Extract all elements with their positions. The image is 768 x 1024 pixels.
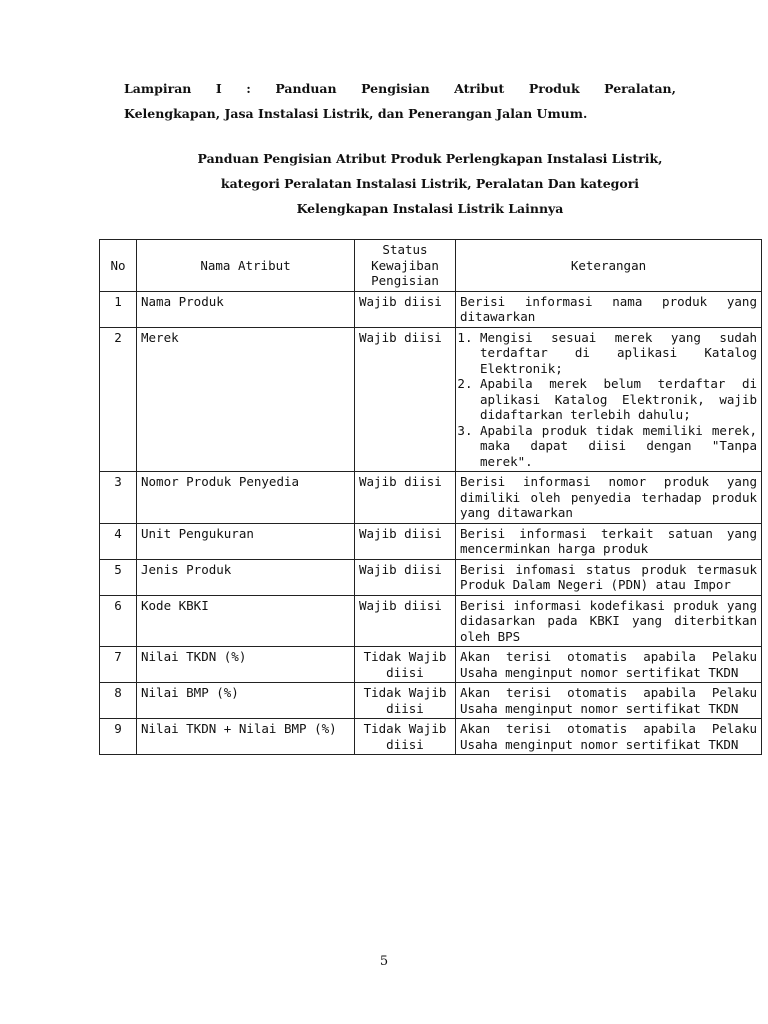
table-row bbox=[100, 595, 762, 647]
keterangan-cell: Berisi informasi nomor produk yang dimiliki oleh penyedia terhadap produk yang ditawarkan bbox=[456, 472, 762, 524]
table-row bbox=[100, 523, 762, 559]
guide-title-line-3: Kelengkapan Instalasi Listrik Lainnya bbox=[296, 201, 564, 216]
table-row bbox=[100, 327, 762, 472]
page-number: 5 bbox=[379, 954, 389, 969]
attribute-name: Nilai BMP (%) bbox=[137, 683, 355, 719]
row-number: 7 bbox=[100, 647, 137, 683]
attribute-name: Nomor Produk Penyedia bbox=[137, 472, 355, 524]
header-keterangan: Keterangan bbox=[456, 240, 762, 292]
lampiran-heading bbox=[124, 76, 676, 126]
header-status: Status Kewajiban Pengisian bbox=[355, 240, 456, 292]
keterangan-cell: Berisi informasi nama produk yang ditawarkan bbox=[456, 291, 762, 327]
header-nama-atribut: Nama Atribut bbox=[137, 240, 355, 292]
status-cell: Wajib diisi bbox=[355, 523, 456, 559]
table-row bbox=[100, 647, 762, 683]
attribute-name: Nilai TKDN + Nilai BMP (%) bbox=[137, 719, 355, 755]
guide-title-line-2: kategori Peralatan Instalasi Listrik, Peralatan Dan kategori bbox=[220, 176, 640, 191]
row-number: 8 bbox=[100, 683, 137, 719]
guide-title bbox=[100, 146, 760, 221]
row-number: 4 bbox=[100, 523, 137, 559]
table-row bbox=[100, 559, 762, 595]
row-number: 2 bbox=[100, 327, 137, 472]
status-cell: Wajib diisi bbox=[355, 559, 456, 595]
row-number: 6 bbox=[100, 595, 137, 647]
lampiran-line-1: Lampiran I : Panduan Pengisian Atribut Produk Peralatan, bbox=[124, 81, 676, 96]
row-number: 5 bbox=[100, 559, 137, 595]
attribute-name: Unit Pengukuran bbox=[137, 523, 355, 559]
status-cell: Tidak Wajib diisi bbox=[355, 647, 456, 683]
attribute-name: Nama Produk bbox=[137, 291, 355, 327]
lampiran-line-2: Kelengkapan, Jasa Instalasi Listrik, dan Penerangan Jalan Umum. bbox=[124, 106, 588, 121]
status-cell: Wajib diisi bbox=[355, 472, 456, 524]
keterangan-list-item: 3. Apabila produk tidak memiliki merek, maka dapat diisi dengan "Tanpa merek". bbox=[480, 423, 757, 470]
keterangan-cell bbox=[456, 327, 762, 472]
status-cell: Wajib diisi bbox=[355, 327, 456, 472]
table-row bbox=[100, 472, 762, 524]
keterangan-list-item: 2. Apabila merek belum terdaftar di aplikasi Katalog Elektronik, wajib didaftarkan terlebih dahulu; bbox=[480, 376, 757, 423]
table-row bbox=[100, 719, 762, 755]
keterangan-cell: Akan terisi otomatis apabila Pelaku Usaha menginput nomor sertifikat TKDN bbox=[456, 647, 762, 683]
attribute-name: Kode KBKI bbox=[137, 595, 355, 647]
keterangan-cell: Berisi informasi terkait satuan yang mencerminkan harga produk bbox=[456, 523, 762, 559]
keterangan-cell: Berisi informasi kodefikasi produk yang didasarkan pada KBKI yang diterbitkan oleh BPS bbox=[456, 595, 762, 647]
row-number: 9 bbox=[100, 719, 137, 755]
keterangan-list bbox=[460, 330, 757, 470]
table-row bbox=[100, 291, 762, 327]
status-cell: Wajib diisi bbox=[355, 291, 456, 327]
keterangan-cell: Akan terisi otomatis apabila Pelaku Usaha menginput nomor sertifikat TKDN bbox=[456, 719, 762, 755]
header-no: No bbox=[100, 240, 137, 292]
status-cell: Tidak Wajib diisi bbox=[355, 683, 456, 719]
row-number: 3 bbox=[100, 472, 137, 524]
attribute-name: Merek bbox=[137, 327, 355, 472]
status-cell: Tidak Wajib diisi bbox=[355, 719, 456, 755]
status-cell: Wajib diisi bbox=[355, 595, 456, 647]
guide-title-line-1: Panduan Pengisian Atribut Produk Perlengkapan Instalasi Listrik, bbox=[197, 151, 663, 166]
attribute-name: Nilai TKDN (%) bbox=[137, 647, 355, 683]
keterangan-cell: Berisi infomasi status produk termasuk Produk Dalam Negeri (PDN) atau Impor bbox=[456, 559, 762, 595]
attribute-name: Jenis Produk bbox=[137, 559, 355, 595]
table-row bbox=[100, 683, 762, 719]
keterangan-list-item: 1. Mengisi sesuai merek yang sudah terdaftar di aplikasi Katalog Elektronik; bbox=[480, 330, 757, 377]
row-number: 1 bbox=[100, 291, 137, 327]
attribute-table bbox=[99, 239, 762, 755]
keterangan-cell: Akan terisi otomatis apabila Pelaku Usaha menginput nomor sertifikat TKDN bbox=[456, 683, 762, 719]
table-header-row bbox=[100, 240, 762, 292]
